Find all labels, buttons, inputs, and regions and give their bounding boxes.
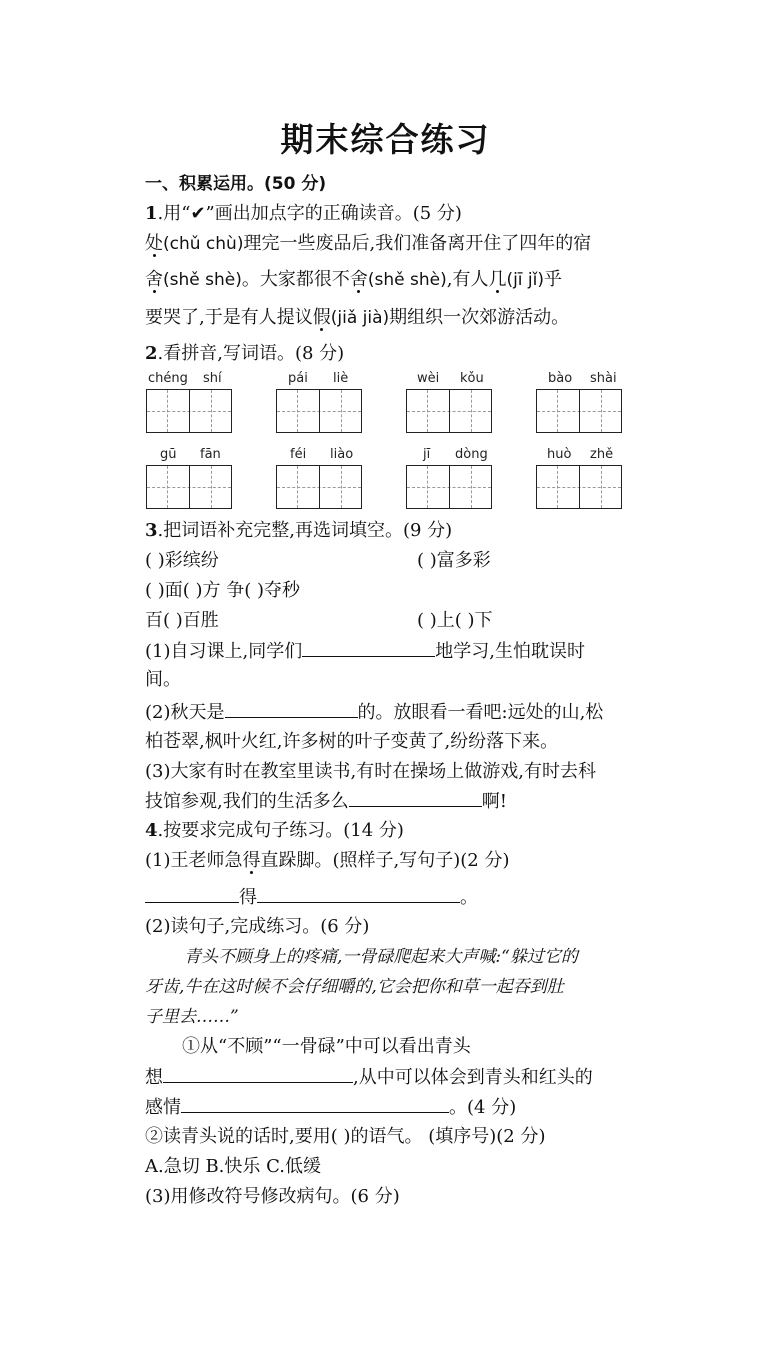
q4-part-2: (2)读句子,完成练习。(6 分) xyxy=(145,916,370,937)
writing-grid[interactable] xyxy=(536,389,622,433)
dotted-char: 假 xyxy=(312,307,331,328)
q1-text: 期组织一次郊游活动。 xyxy=(389,307,570,328)
story-text: 牙齿,牛在这时候不会仔细嚼的,它会把你和草一起吞到肚 xyxy=(145,977,564,997)
dotted-char: 舍 xyxy=(349,269,368,290)
q4-prompt-text: .按要求完成句子练习。(14 分) xyxy=(157,820,404,841)
pinyin-choice[interactable]: (shě shè) xyxy=(367,270,447,290)
sentence-text: 想 xyxy=(145,1067,163,1088)
sentence-text: 地学习,生怕耽误时 xyxy=(435,641,585,662)
q3-prompt-text: .把词语补充完整,再选词填空。(9 分) xyxy=(157,520,453,541)
sub-question: ①从“不顾”“一骨碌”中可以看出青头 xyxy=(182,1036,471,1057)
dotted-char: 几 xyxy=(488,269,507,290)
answer-blank[interactable] xyxy=(349,786,482,807)
pinyin-label: liè xyxy=(333,371,349,386)
writing-grid[interactable] xyxy=(406,465,492,509)
idiom-blank[interactable]: ( )彩缤纷 xyxy=(145,550,219,571)
writing-grid[interactable] xyxy=(276,465,362,509)
pinyin-label: chéng xyxy=(148,371,188,386)
sub-question-line xyxy=(145,1092,516,1123)
q1-number: 1 xyxy=(145,203,158,224)
sentence-text: (1)自习课上,同学们 xyxy=(145,641,303,662)
sentence-text: 感情 xyxy=(145,1097,181,1118)
q1-text: 要哭了,于是有人提议 xyxy=(145,307,313,328)
q1-text: ,有人 xyxy=(446,269,489,290)
sentence-text: 技馆参观,我们的生活多么 xyxy=(145,791,349,812)
writing-grid[interactable] xyxy=(146,389,232,433)
sentence-text: 。 xyxy=(460,887,478,908)
pinyin-label: féi xyxy=(290,447,307,462)
pinyin-label: fān xyxy=(200,447,221,462)
idiom-blank[interactable]: 百( )百胜 xyxy=(145,610,219,631)
section-heading: 一、积累运用。(50 分) xyxy=(145,174,327,194)
sentence-text: 的。放眼看一看吧:远处的山,松 xyxy=(357,702,604,723)
q1-text: 。大家都很不 xyxy=(241,269,350,290)
q3-prompt xyxy=(145,516,452,546)
q3-sentence-1 xyxy=(145,636,585,667)
sentence-text: (2)秋天是 xyxy=(145,702,225,723)
story-text: 子里去……” xyxy=(145,1007,239,1027)
pinyin-choice[interactable]: (jiǎ jià) xyxy=(330,308,390,328)
q4-model-sentence xyxy=(145,882,478,913)
pinyin-label: shí xyxy=(203,371,222,386)
answer-blank[interactable] xyxy=(145,882,239,903)
page-title: 期末综合练习 xyxy=(280,120,491,159)
q4-part-1 xyxy=(145,846,509,876)
q3-sentence-3 xyxy=(145,786,507,817)
sentence-text: ,从中可以体会到青头和红头的 xyxy=(353,1067,593,1088)
pinyin-choice[interactable]: (jī jǐ) xyxy=(506,270,545,290)
answer-blank[interactable] xyxy=(302,636,435,657)
writing-grid[interactable] xyxy=(536,465,622,509)
answer-blank[interactable] xyxy=(163,1062,353,1083)
pinyin-label: gū xyxy=(160,447,177,462)
answer-options: A.急切 B.快乐 C.低缓 xyxy=(145,1156,321,1177)
writing-grid[interactable] xyxy=(406,389,492,433)
q3-sentence-2 xyxy=(145,697,603,728)
pinyin-label: bào xyxy=(548,371,573,386)
idiom-blank[interactable]: ( )上( )下 xyxy=(417,610,493,631)
q3-number: 3 xyxy=(145,520,158,541)
q2-prompt-text: .看拼音,写词语。(8 分) xyxy=(157,343,345,364)
answer-blank[interactable] xyxy=(225,697,358,718)
sub-question-line xyxy=(145,1062,593,1093)
pinyin-choice[interactable]: (shě shè) xyxy=(163,270,242,290)
sentence-text: 柏苍翠,枫叶火红,许多树的叶子变黄了,纷纷落下来。 xyxy=(145,731,559,752)
pinyin-label: dòng xyxy=(455,447,488,462)
sentence-text: 啊! xyxy=(481,791,507,812)
pinyin-label: pái xyxy=(288,371,308,386)
sentence-text: (1)王老师急 xyxy=(145,850,243,871)
sentence-text: 得 xyxy=(239,887,257,908)
answer-blank[interactable] xyxy=(181,1092,449,1113)
q1-line-3 xyxy=(145,303,569,333)
q2-number: 2 xyxy=(145,343,158,364)
q4-prompt xyxy=(145,816,404,846)
q4-number: 4 xyxy=(145,820,158,841)
q4-part-3: (3)用修改符号修改病句。(6 分) xyxy=(145,1186,400,1207)
q1-prompt-text: .用“✔”画出加点字的正确读音。(5 分) xyxy=(157,203,462,224)
pinyin-label: kǒu xyxy=(460,371,484,386)
q1-text: 乎 xyxy=(544,269,563,290)
writing-grid[interactable] xyxy=(146,465,232,509)
sentence-text: 间。 xyxy=(145,669,181,690)
pinyin-label: wèi xyxy=(417,371,440,386)
pinyin-choice[interactable]: (chǔ chù) xyxy=(163,234,244,254)
pinyin-label: jī xyxy=(423,447,431,462)
dotted-char: 舍 xyxy=(145,269,163,290)
q1-line-1 xyxy=(145,229,591,259)
sub-question: ②读青头说的话时,要用( )的语气。 (填序号)(2 分) xyxy=(145,1126,546,1147)
story-text: 青头不顾身上的疼痛,一骨碌爬起来大声喊:“躲过它的 xyxy=(184,947,578,967)
idiom-blank[interactable]: ( )面( )方 争( )夺秒 xyxy=(145,580,301,601)
pinyin-label: shài xyxy=(590,371,617,386)
q1-prompt xyxy=(145,199,462,229)
sentence-text: (3)大家有时在教室里读书,有时在操场上做游戏,有时去科 xyxy=(145,761,596,782)
dotted-char: 处 xyxy=(145,233,163,254)
pinyin-label: huò xyxy=(547,447,572,462)
q2-prompt xyxy=(145,339,344,369)
sentence-text: 。(4 分) xyxy=(449,1097,517,1118)
sentence-text: 直跺脚。(照样子,写句子)(2 分) xyxy=(260,850,510,871)
writing-grid[interactable] xyxy=(276,389,362,433)
q1-line-2 xyxy=(145,265,562,295)
pinyin-label: liào xyxy=(330,447,354,462)
pinyin-label: zhě xyxy=(590,447,614,462)
dotted-char: 得 xyxy=(242,850,261,871)
idiom-blank[interactable]: ( )富多彩 xyxy=(417,550,491,571)
answer-blank[interactable] xyxy=(257,882,460,903)
q1-text: 理完一些废品后,我们准备离开住了四年的宿 xyxy=(243,233,592,254)
